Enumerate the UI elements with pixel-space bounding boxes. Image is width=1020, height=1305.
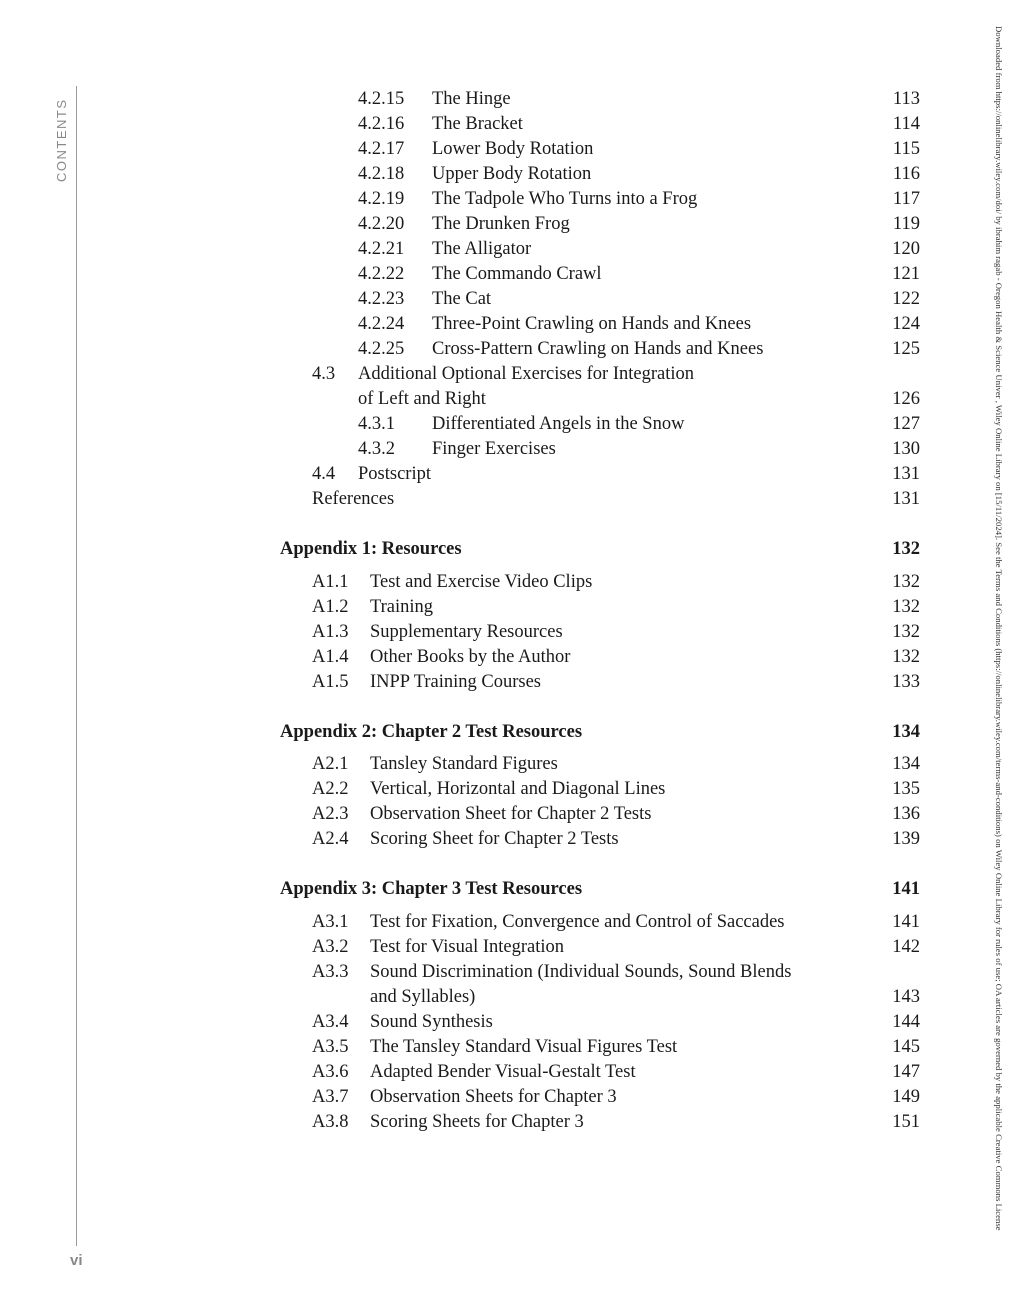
toc-entry-page: 149 [892, 1087, 920, 1107]
toc-entry-page: 131 [892, 489, 920, 509]
toc-entry-page: 130 [892, 439, 920, 459]
toc-entry-number: 4.2.15 [358, 89, 405, 109]
appendix-page: 132 [892, 539, 920, 559]
toc-entry-number: 4.2.16 [358, 114, 405, 134]
toc-entry-number: A2.1 [312, 754, 349, 774]
toc-entry-title: Three-Point Crawling on Hands and Knees [432, 314, 752, 334]
toc-entry-number: 4.3.2 [358, 439, 395, 459]
toc-entry-number: 4.3.1 [358, 414, 395, 434]
toc-entry-title: Supplementary Resources [370, 622, 563, 642]
toc-entry-number: A3.7 [312, 1087, 349, 1107]
toc-entry-number: A1.4 [312, 647, 349, 667]
toc-entry-title: The Tadpole Who Turns into a Frog [432, 189, 698, 209]
toc-entry-title: The Hinge [432, 89, 511, 109]
toc-entry-title: References [312, 489, 395, 509]
toc-entry-title: The Commando Crawl [432, 264, 602, 284]
toc-entry-page: 117 [892, 189, 920, 209]
toc-entry-number: 4.3 [312, 364, 336, 384]
toc-entry-title: Adapted Bender Visual-Gestalt Test [370, 1062, 636, 1082]
toc-entry-title: Differentiated Angels in the Snow [432, 414, 685, 434]
toc-entry-page: 132 [892, 647, 920, 667]
toc-entry-number: 4.2.22 [358, 264, 405, 284]
toc-entry-title: Training [370, 597, 434, 617]
toc-entry-page: 132 [892, 622, 920, 642]
toc-entry-number: A3.2 [312, 937, 349, 957]
toc-entry-number: 4.2.18 [358, 164, 405, 184]
toc-entry-page: 124 [892, 314, 920, 334]
toc-entry-number: A1.5 [312, 672, 349, 692]
toc-entry-title: Other Books by the Author [370, 647, 571, 667]
toc-entry-page: 126 [892, 389, 920, 409]
toc-entry-title: Lower Body Rotation [432, 139, 594, 159]
toc-entry-title: Observation Sheets for Chapter 3 [370, 1087, 617, 1107]
toc-entry-number: A2.3 [312, 804, 349, 824]
page-number: vi [70, 1252, 83, 1269]
toc-entry-page: 127 [892, 414, 920, 434]
toc-entry-title: Upper Body Rotation [432, 164, 592, 184]
toc-entry-page: 142 [892, 937, 920, 957]
toc-entry-page: 116 [892, 164, 920, 184]
toc-entry-page: 141 [892, 912, 920, 932]
toc-entry-number: A3.4 [312, 1012, 349, 1032]
appendix-title: Appendix 2: Chapter 2 Test Resources [280, 722, 583, 742]
toc-entry-page: 115 [892, 139, 920, 159]
toc-entry-title-continued: and Syllables) [370, 987, 476, 1007]
toc-entry-title: INPP Training Courses [370, 672, 541, 692]
toc-entry-title: Test and Exercise Video Clips [370, 572, 593, 592]
toc-entry-title: Test for Visual Integration [370, 937, 565, 957]
toc-entry-title: Test for Fixation, Convergence and Control of Saccades [370, 912, 785, 932]
download-notice: Downloaded from https://onlinelibrary.wiley.com/doi/ by ibrahim ragab - Oregon Health & Science Univer , Wiley Online Library on [15/11/2024]. See the Terms and Conditions (https://onlinelibrary.wiley.com/terms-and-conditions) on Wiley Online Library for rules of use; OA articles are governed by the applicable Creative Commons License [994, 26, 1004, 1231]
toc-entry-page: 143 [892, 987, 920, 1007]
toc-entry-title: Finger Exercises [432, 439, 556, 459]
toc-entry-page: 120 [892, 239, 920, 259]
appendix-page: 134 [892, 722, 920, 742]
toc-entry-page: 119 [892, 214, 920, 234]
toc-entry-page: 132 [892, 597, 920, 617]
toc-entry-number: 4.2.24 [358, 314, 405, 334]
sidebar-rule [76, 86, 77, 1246]
toc-entry-number: A3.3 [312, 962, 349, 982]
toc-entry-title: Tansley Standard Figures [370, 754, 558, 774]
toc-entry-page: 131 [892, 464, 920, 484]
toc-entry-title: Observation Sheet for Chapter 2 Tests [370, 804, 652, 824]
toc-entry-number: A1.2 [312, 597, 349, 617]
toc-entry-title-continued: of Left and Right [358, 389, 486, 409]
toc-entry-page: 133 [892, 672, 920, 692]
toc-entry-page: 145 [892, 1037, 920, 1057]
toc-entry-page: 113 [892, 89, 920, 109]
toc-entry-page: 134 [892, 754, 920, 774]
toc-entry-title: Additional Optional Exercises for Integration [358, 364, 694, 384]
appendix-title: Appendix 3: Chapter 3 Test Resources [280, 879, 583, 899]
toc-entry-page: 132 [892, 572, 920, 592]
toc-entry-number: A1.1 [312, 572, 349, 592]
toc-entry-page: 135 [892, 779, 920, 799]
appendix-title: Appendix 1: Resources [280, 539, 462, 559]
toc-entry-page: 151 [892, 1112, 920, 1132]
toc-entry-title: Postscript [358, 464, 431, 484]
toc-entry-title: The Tansley Standard Visual Figures Test [370, 1037, 678, 1057]
toc-entry-title: Vertical, Horizontal and Diagonal Lines [370, 779, 666, 799]
toc-entry-title: Sound Discrimination (Individual Sounds, Sound Blends [370, 962, 792, 982]
toc-entry-number: 4.4 [312, 464, 336, 484]
toc-entry-number: A3.1 [312, 912, 349, 932]
toc-entry-title: The Drunken Frog [432, 214, 570, 234]
toc-entry-title: The Alligator [432, 239, 532, 259]
toc-entry-number: 4.2.20 [358, 214, 405, 234]
toc-entry-number: A3.5 [312, 1037, 349, 1057]
toc-entry-page: 122 [892, 289, 920, 309]
toc-entry-title: Scoring Sheets for Chapter 3 [370, 1112, 584, 1132]
toc-entry-title: The Cat [432, 289, 492, 309]
toc-entry-number: 4.2.25 [358, 339, 405, 359]
running-header-contents: CONTENTS [54, 98, 69, 182]
toc-entry-number: 4.2.23 [358, 289, 405, 309]
appendix-page: 141 [892, 879, 920, 899]
toc-entry-page: 121 [892, 264, 920, 284]
toc-entry-title: The Bracket [432, 114, 523, 134]
toc-entry-page: 147 [892, 1062, 920, 1082]
toc-entry-title: Sound Synthesis [370, 1012, 493, 1032]
toc-entry-page: 114 [892, 114, 920, 134]
toc-entry-page: 125 [892, 339, 920, 359]
toc-entry-page: 136 [892, 804, 920, 824]
toc-entry-number: A2.2 [312, 779, 349, 799]
toc-entry-number: A1.3 [312, 622, 349, 642]
toc-entry-title: Cross-Pattern Crawling on Hands and Knees [432, 339, 764, 359]
toc-entry-page: 144 [892, 1012, 920, 1032]
toc-entry-number: 4.2.21 [358, 239, 405, 259]
toc-entry-page: 139 [892, 829, 920, 849]
toc-entry-number: 4.2.17 [358, 139, 405, 159]
toc-entry-number: A3.8 [312, 1112, 349, 1132]
toc-entry-number: A3.6 [312, 1062, 349, 1082]
toc-entry-number: A2.4 [312, 829, 349, 849]
toc-entry-title: Scoring Sheet for Chapter 2 Tests [370, 829, 619, 849]
toc-entry-number: 4.2.19 [358, 189, 405, 209]
